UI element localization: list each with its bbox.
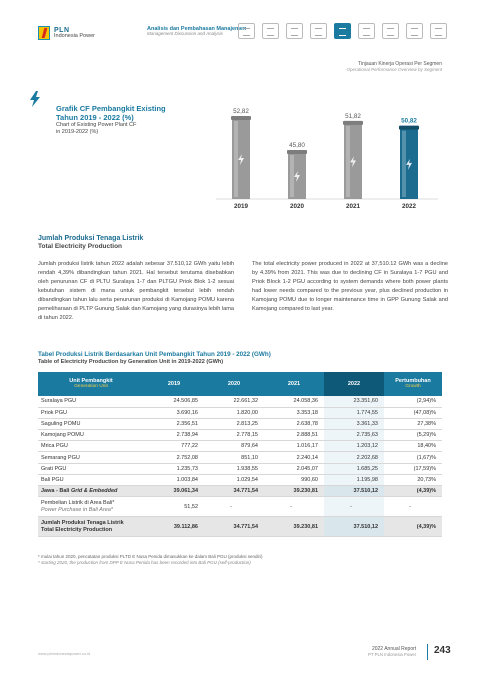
value-2021: 2.045,07 [264,463,324,474]
production-paragraph-en: The total electricity power produced in 2022 at 37,510.12 GWh was a decline by 4.39% from 2021. This was due to declining CF in Suralaya 1-7 PGU and Priok Block 1-2 PGU according to system demands where both power plants had lower needs compared to the previous year, plus declined production in Kamojang POMU due to longer maintenance time in GPP Gunung Salak and Kamojang compared to last year. [252,261,448,312]
total-label-en: Total Electricity Production [41,526,113,533]
pln-logo-icon [38,26,50,40]
subtotal-2022: 37.510,12 [324,486,384,497]
total-row [38,517,442,537]
unit-name: Saguling POMU [38,418,144,429]
col-header-2021: 2021 [264,372,324,396]
chart-subtitle-line2: in 2019-2022 (%) [56,128,99,135]
cf-bar-2020 [287,150,307,199]
value-2022: 23.351,60 [324,396,384,407]
unit-name: Kamojang POMU [38,430,144,441]
purchase-2021: - [264,497,324,517]
table-heading [38,351,271,366]
value-2020: 22.661,32 [204,396,264,407]
subtotal-label: Jawa - Bali Grid & Embedded [38,486,144,497]
logo-subtitle: Indonesia Power [54,32,95,39]
report-icon[interactable] [238,23,255,39]
footer-report-sub: PT PLN Indonesia Power [368,652,417,657]
value-2020: 851,10 [204,452,264,463]
value-2020: 1.820,00 [204,407,264,418]
purchase-growth: - [384,497,442,517]
chart-title-line2: Tahun 2019 - 2022 (%) [56,112,134,122]
col-header-growth-id: Pertumbuhan [395,377,431,384]
total-2021: 39.230,81 [264,517,324,537]
lightning-bolt-icon [30,91,40,107]
production-paragraph-id: Jumlah produksi listrik tahun 2022 adalah sebesar 37.510,12 GWh yaitu lebih rendah 4,39% dibandingkan tahun 2021. Hal tersebut terutama disebabkan oleh penurunan CF di PLTU Suralaya 1-7 dan PLTGU Priok Blok 1-2 sesuai kebutuhan sistem di mana untuk pembangkit tersebut lebih rendah dibandingkan tahun lalu serta penurunan produksi di Kamojang POMU karena pemeliharaan di PLTP Gunung Salak dan Kamojang yang durasinya lebih lama di tahun 2022. [38,261,235,321]
growth-value: 18,40% [384,441,442,452]
page-number: 243 [434,645,451,656]
value-2020: 879,64 [204,441,264,452]
production-title-en: Total Electricity Production [38,243,123,251]
footnote-en: * starting 2020, the production from DPP E Nusa Penida has been recorded into Bali PGU (self-production) [38,560,251,566]
value-2019: 24.506,85 [144,396,204,407]
purchase-label-en: Power Purchase in Bali Area* [41,506,113,513]
value-2021: 2.638,78 [264,418,324,429]
growth-value: 27,38% [384,418,442,429]
total-2022: 37.510,12 [324,517,384,537]
value-2019: 2.752,08 [144,452,204,463]
subtotal-growth: (4,39)% [384,486,442,497]
cf-bar-2021 [343,121,363,199]
footnote-id: * mulai tahun 2020, pencatatan produksi PLTD E Nusa Penida dimasukkan ke dalam Bali PGU (produksi sendiri) [38,554,263,559]
value-2022: 1.195,98 [324,474,384,485]
value-2019: 1.003,84 [144,474,204,485]
battery-cap [287,150,307,154]
total-2019: 39.112,86 [144,517,204,537]
purchase-label [38,497,144,517]
bar-shine [234,121,238,197]
purchase-2019: 51,52 [144,497,204,517]
logo-title: PLN [54,26,70,34]
sustainability-icon[interactable] [406,23,423,39]
col-header-growth-en: Growth [405,384,421,390]
footer-divider [427,644,428,660]
col-header-unit [38,372,144,396]
chapter-nav [238,23,454,39]
value-2019: 2.356,51 [144,418,204,429]
unit-name: Priok PGU [38,407,144,418]
finance-icon[interactable] [430,23,447,39]
subtotal-2020: 34.771,54 [204,486,264,497]
chart-subtitle-line1: Chart of Existing Power Plant CF [56,122,137,129]
bar-shine [402,131,406,197]
production-heading [38,235,143,251]
value-2021: 24.058,36 [264,396,324,407]
total-label [38,517,144,537]
value-2022: 1.774,55 [324,407,384,418]
table-title-en: Table of Electricity Production by Generation Unit in 2019-2022 (GWh) [38,358,224,365]
value-2021: 1.016,17 [264,441,324,452]
value-2019: 3.690,16 [144,407,204,418]
cf-bar-2019 [231,116,251,199]
growth-value: (2,94)% [384,396,442,407]
value-2022: 1.203,12 [324,441,384,452]
segment-title-en: Operational Performance Overview by Segment [346,67,442,72]
segment-title-id: Tinjauan Kinerja Operasi Per Segmen [357,61,442,67]
value-2021: 2.240,14 [264,452,324,463]
chart-title-block [56,105,166,135]
analysis-icon[interactable] [334,23,351,39]
subtotal-2021: 39.230,81 [264,486,324,497]
organization-icon[interactable] [310,23,327,39]
governance-icon[interactable] [358,23,375,39]
unit-name: Bali PGU [38,474,144,485]
bar-value-label: 45,80 [289,141,305,149]
bar-value-label: 52,82 [233,108,249,115]
table-row [38,418,442,429]
category-label: 2021 [345,203,361,210]
purchase-label-id: Pembelian Listrik di Area Bali* [41,499,115,506]
growth-value: (47,08)% [384,407,442,418]
purchase-2022: - [324,497,384,517]
subtotal-row [38,486,442,497]
category-label: 2020 [289,203,305,210]
col-header-unit-en: Generation Unit [74,384,108,390]
value-2020: 2.813,25 [204,418,264,429]
total-label-id: Jumlah Produksi Tenaga Listrik [41,519,124,526]
value-2022: 2.202,68 [324,452,384,463]
category-label: 2022 [401,203,417,210]
value-2022: 1.685,25 [324,463,384,474]
value-2019: 2.738,94 [144,430,204,441]
unit-name: Semarang PGU [38,452,144,463]
section-title-en: Management Discussion and Analysis [147,31,223,37]
page-header [0,0,480,44]
bar-value-label: 51,82 [345,112,361,120]
value-2020: 1.029,54 [204,474,264,485]
value-2020: 2.778,15 [204,430,264,441]
battery-cap [231,116,251,120]
purchase-row [38,497,442,517]
col-header-unit-id: Unit Pembangkit [69,377,113,384]
building-icon[interactable] [262,23,279,39]
bar-value-label: 50,82 [401,117,417,125]
company-logo[interactable] [38,26,95,40]
table-row [38,474,442,485]
growth-value: 20,73% [384,474,442,485]
value-2022: 2.735,63 [324,430,384,441]
table-header-row [38,372,442,396]
section-heading [147,26,246,37]
section-title-id: Analisis dan Pembahasan Manajemen [147,26,247,32]
value-2022: 3.361,33 [324,418,384,429]
people-icon[interactable] [286,23,303,39]
chart-title-line1: Grafik CF Pembangkit Existing [56,104,166,113]
table-row [38,430,442,441]
battery-cap [399,126,419,130]
battery-cap [343,121,363,125]
purchase-2020: - [204,497,264,517]
growth-value: (5,29)% [384,430,442,441]
table-row [38,463,442,474]
col-header-2020: 2020 [204,372,264,396]
footer-report-title: 2022 Annual Report [371,646,417,652]
csr-icon[interactable] [382,23,399,39]
value-2019: 777,22 [144,441,204,452]
growth-value: (1,67)% [384,452,442,463]
value-2021: 990,60 [264,474,324,485]
unit-name: Suralaya PGU [38,396,144,407]
total-2020: 34.771,54 [204,517,264,537]
unit-name: Grati PGU [38,463,144,474]
production-table [38,372,442,537]
segment-heading [346,61,442,72]
table-row [38,441,442,452]
table-footnote [38,554,263,567]
footer-report [368,646,416,657]
bar-shine [346,126,350,197]
value-2021: 2.888,51 [264,430,324,441]
subtotal-2019: 39.061,34 [144,486,204,497]
growth-value: (17,59)% [384,463,442,474]
table-row [38,452,442,463]
table-title-id: Tabel Produksi Listrik Berdasarkan Unit Pembangkit Tahun 2019 - 2022 (GWh) [38,351,271,358]
col-header-growth [384,372,442,396]
col-header-2022: 2022 [324,372,384,396]
col-header-2019: 2019 [144,372,204,396]
footer-url[interactable]: www.plnindonesiapower.co.id [38,651,91,656]
value-2019: 1.235,73 [144,463,204,474]
value-2021: 3.353,18 [264,407,324,418]
bar-shine [290,155,294,197]
unit-name: Mrica PGU [38,441,144,452]
table-body [38,396,442,537]
category-label: 2019 [233,203,249,210]
cf-bar-2022 [399,126,419,199]
table-row [38,396,442,407]
value-2020: 1.938,55 [204,463,264,474]
production-title-id: Jumlah Produksi Tenaga Listrik [38,235,144,242]
total-growth: (4,39)% [384,517,442,537]
table-row [38,407,442,418]
